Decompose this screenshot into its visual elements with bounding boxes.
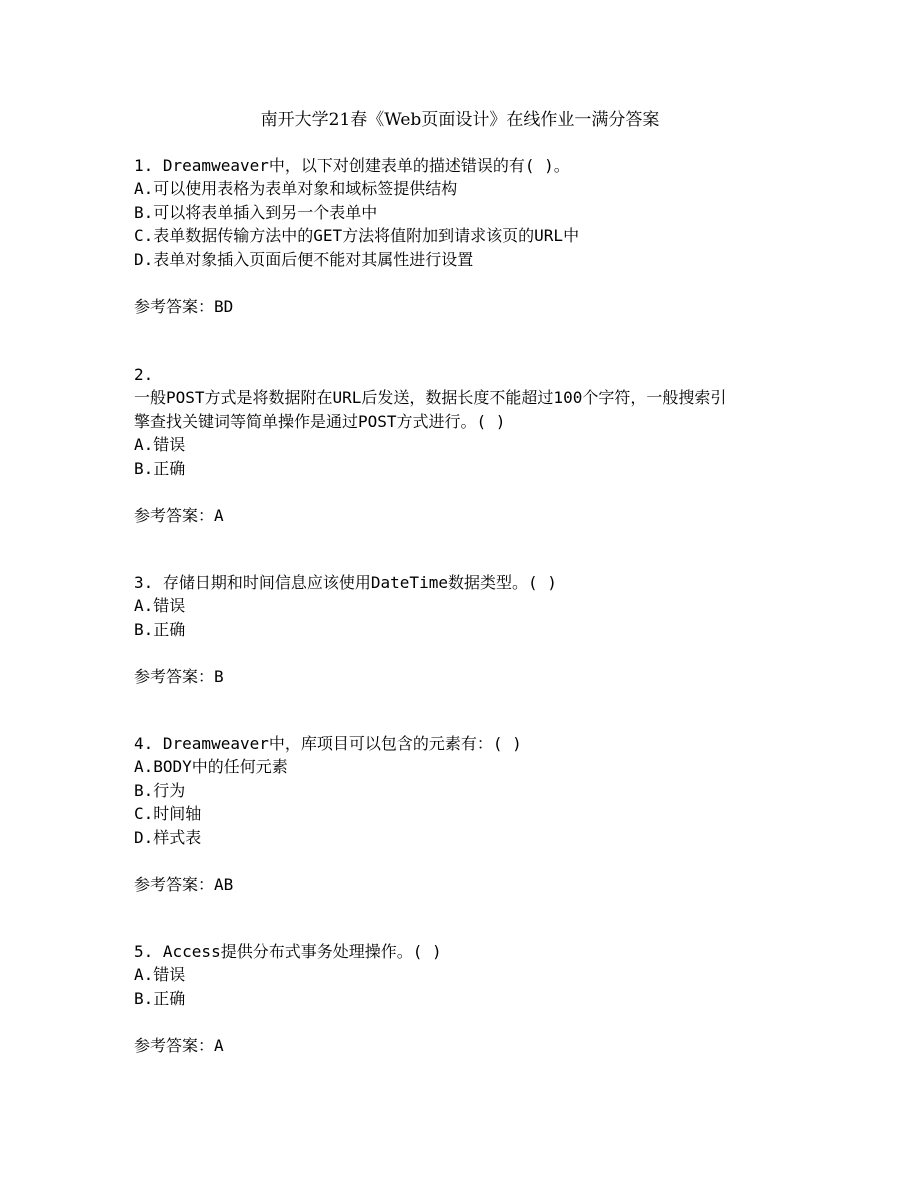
option-c: C.时间轴 (134, 804, 202, 824)
question-stem: 3. 存储日期和时间信息应该使用DateTime数据类型。( ) (134, 573, 557, 592)
question-2 (134, 363, 794, 527)
question-stem: 5. Access提供分布式事务处理操作。( ) (134, 942, 442, 961)
question-5 (134, 940, 794, 1058)
answer-key: 参考答案：A (134, 505, 224, 525)
option-a: A.错误 (134, 965, 186, 985)
question-number: 2. (134, 365, 154, 384)
question-stem: 一般POST方式是将数据附在URL后发送，数据长度不能超过100个字符，一般搜索引 (134, 388, 727, 408)
option-b: B.正确 (134, 458, 186, 478)
option-a: A.错误 (134, 435, 186, 455)
option-b: B.可以将表单插入到另一个表单中 (134, 202, 378, 222)
question-1 (134, 154, 794, 318)
option-d: D.样式表 (134, 827, 202, 847)
question-stem: 1. Dreamweaver中，以下对创建表单的描述错误的有( )。 (134, 156, 570, 175)
option-a: A.可以使用表格为表单对象和域标签提供结构 (134, 179, 458, 199)
option-b: B.正确 (134, 619, 186, 639)
question-4 (134, 732, 794, 896)
option-c: C.表单数据传输方法中的GET方法将值附加到请求该页的URL中 (134, 226, 580, 246)
option-a: A.错误 (134, 596, 186, 616)
option-b: B.正确 (134, 988, 186, 1008)
answer-key: 参考答案：AB (134, 874, 234, 894)
document-title: 南开大学21春《Web页面设计》在线作业一满分答案 (260, 110, 660, 130)
option-d: D.表单对象插入页面后便不能对其属性进行设置 (134, 249, 474, 269)
option-a: A.BODY中的任何元素 (134, 757, 288, 777)
question-stem-continued: 擎查找关键词等简单操作是通过POST方式进行。( ) (134, 411, 506, 431)
question-3 (134, 571, 794, 689)
option-b: B.行为 (134, 780, 186, 800)
answer-key: 参考答案：B (134, 667, 224, 687)
answer-key: 参考答案：BD (134, 296, 234, 316)
answer-key: 参考答案：A (134, 1036, 224, 1056)
question-stem: 4. Dreamweaver中，库项目可以包含的元素有：( ) (134, 734, 522, 753)
